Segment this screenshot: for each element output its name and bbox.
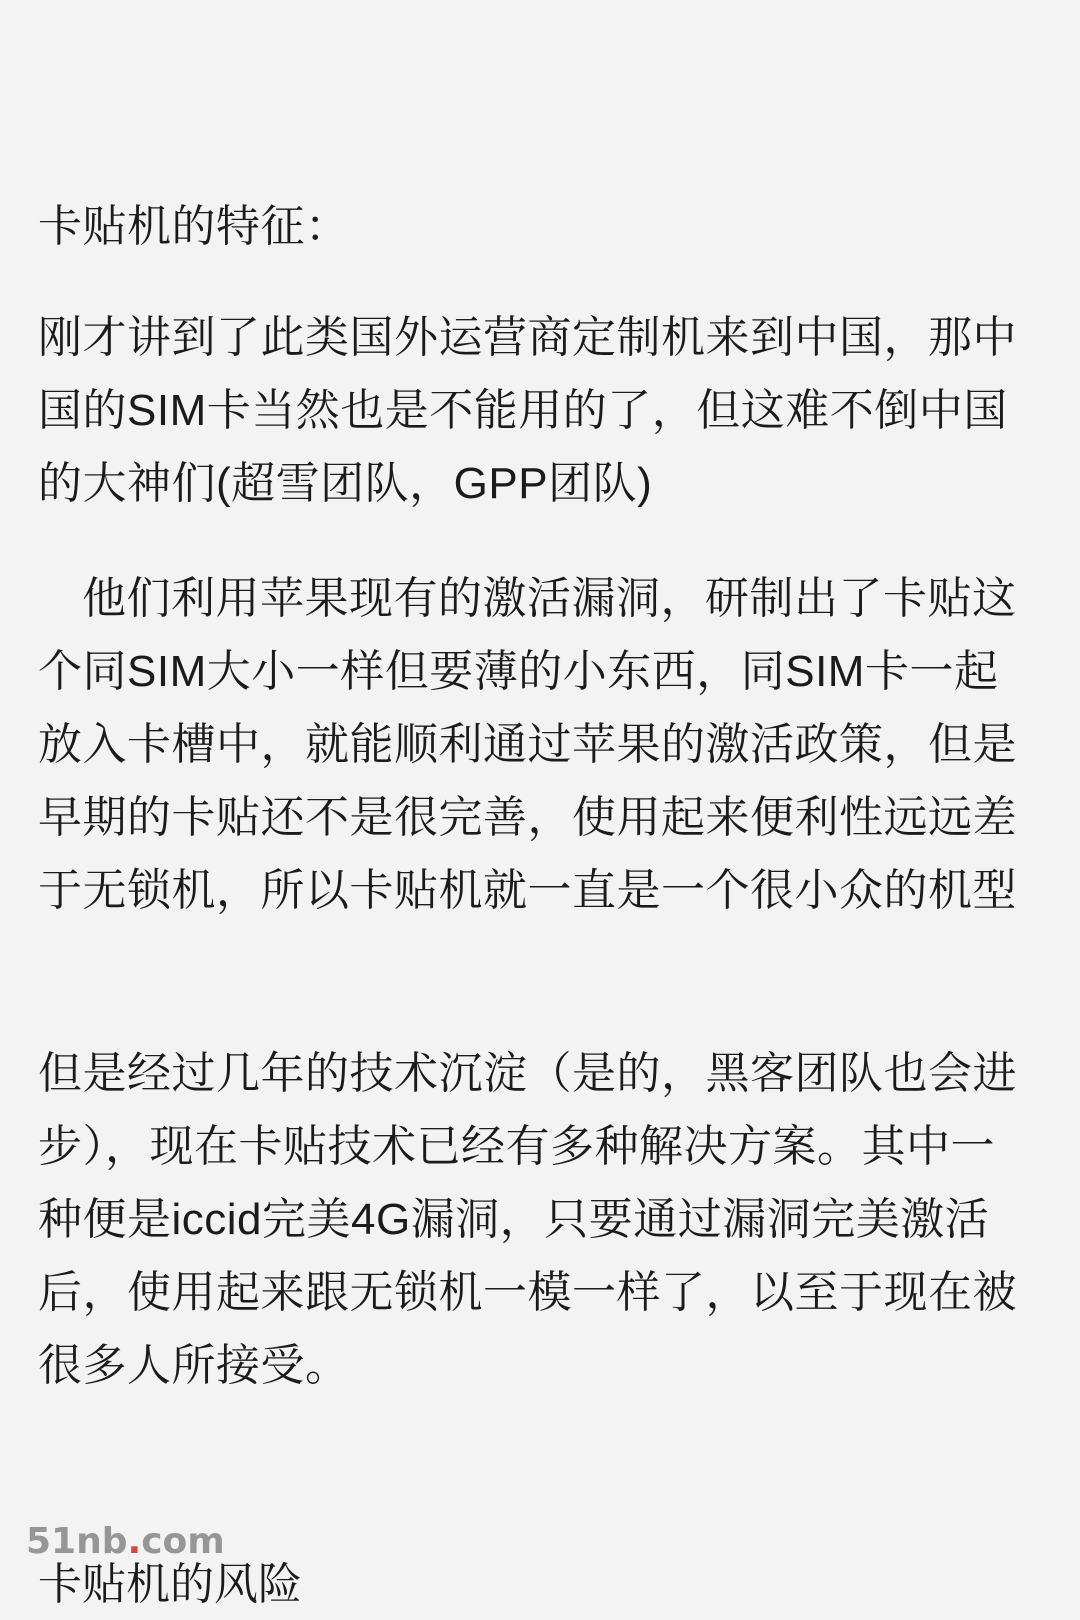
watermark-dot: . bbox=[127, 1521, 142, 1562]
article-paragraph-1: 刚才讲到了此类国外运营商定制机来到中国，那中国的SIM卡当然也是不能用的了，但这难不倒中国的大神们(超雪团队，GPP团队) bbox=[38, 313, 1017, 508]
site-watermark bbox=[26, 1521, 225, 1562]
article-paragraph-2: 他们利用苹果现有的激活漏洞，研制出了卡贴这个同SIM大小一样但要薄的小东西，同SIM卡一起放入卡槽中，就能顺利通过苹果的激活政策，但是早期的卡贴还不是很完善，使用起来便利性远远差于无锁机，所以卡贴机就一直是一个很小众的机型 bbox=[38, 574, 1017, 915]
watermark-suffix: com bbox=[141, 1521, 225, 1562]
watermark-prefix: 51nb bbox=[26, 1521, 128, 1562]
clipped-next-heading: 卡贴机的风险 bbox=[38, 1560, 302, 1609]
article-body bbox=[38, 190, 1038, 1444]
article-paragraph-3: 但是经过几年的技术沉淀（是的，黑客团队也会进步），现在卡贴技术已经有多种解决方案。其中一种便是iccid完美4G漏洞，只要通过漏洞完美激活后，使用起来跟无锁机一模一样了，以至于现在被很多人所接受。 bbox=[38, 1049, 1017, 1390]
article-heading: 卡贴机的特征： bbox=[38, 202, 350, 251]
